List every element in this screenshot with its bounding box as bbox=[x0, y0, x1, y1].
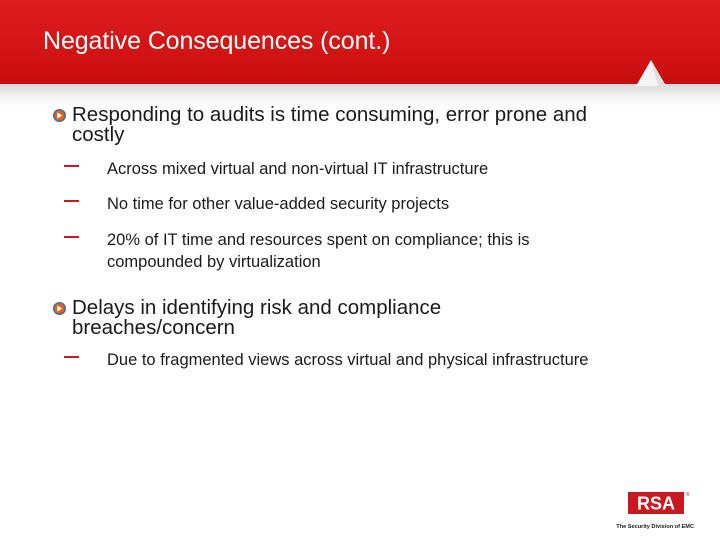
arrow-bullet-icon bbox=[53, 109, 66, 122]
header-notch-decoration bbox=[636, 60, 666, 86]
bullet-text-line: Delays in identifying risk and compliance bbox=[72, 296, 442, 319]
bullet-text-line: Responding to audits is time consuming, error prone and bbox=[72, 103, 588, 126]
sub-bullet-text: compounded by virtualization bbox=[107, 253, 321, 271]
logo-trademark: ® bbox=[686, 492, 690, 498]
dash-icon bbox=[64, 356, 79, 358]
slide-title: Negative Consequences (cont.) bbox=[43, 27, 391, 55]
dash-icon bbox=[64, 165, 79, 167]
bullet-text-line: breaches/concern bbox=[72, 316, 235, 339]
arrow-bullet-icon bbox=[53, 302, 66, 315]
rsa-logo bbox=[610, 488, 710, 533]
dash-icon bbox=[64, 200, 79, 202]
logo-wordmark: RSA bbox=[636, 493, 676, 514]
dash-icon bbox=[64, 236, 79, 238]
sub-bullet-text: Due to fragmented views across virtual and physical infrastructure bbox=[107, 351, 589, 369]
sub-bullet-text: No time for other value-added security projects bbox=[107, 195, 450, 213]
sub-bullet-text: 20% of IT time and resources spent on compliance; this is bbox=[107, 231, 530, 249]
sub-bullet-text: Across mixed virtual and non-virtual IT infrastructure bbox=[107, 160, 489, 178]
logo-tagline: The Security Division of EMC bbox=[616, 524, 694, 530]
bullet-text-line: costly bbox=[72, 123, 125, 146]
